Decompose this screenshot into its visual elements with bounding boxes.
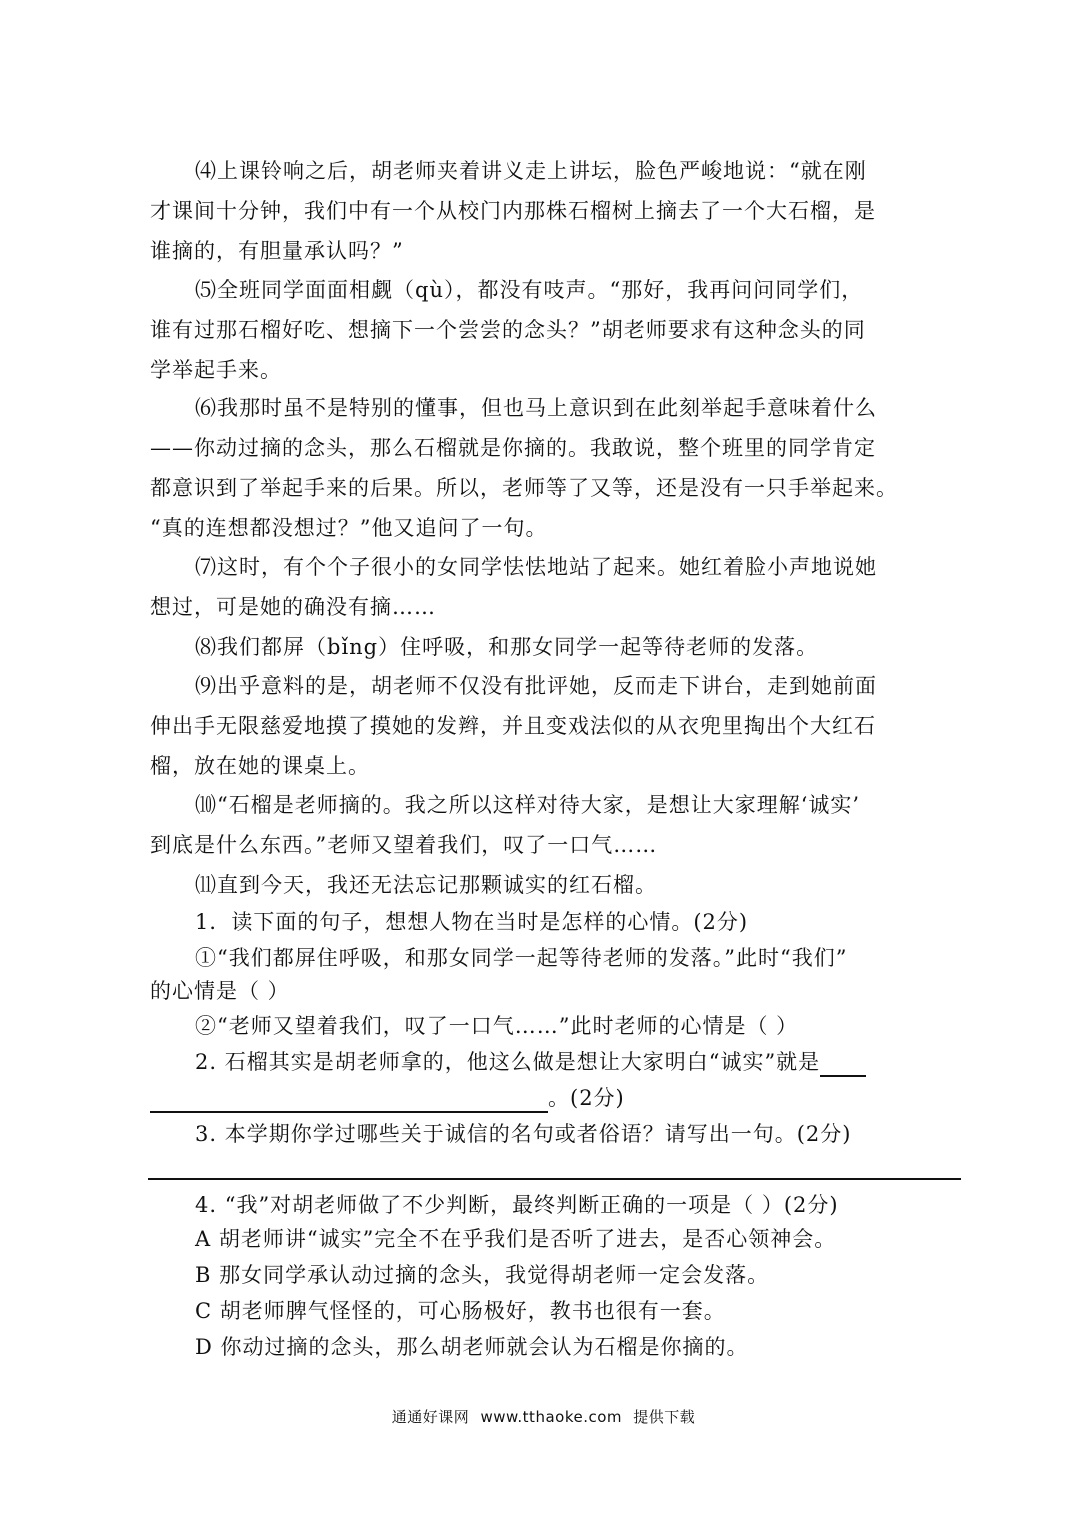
answer-line-q3[interactable] [148,1178,961,1180]
page-footer [0,1406,1087,1427]
paragraph-7-line-1: ⑺这时，有个个子很小的女同学怯怯地站了起来。她红着脸小声地说她 [195,555,877,579]
paragraph-10-line-2: 到底是什么东西。”老师又望着我们，叹了一口气…… [150,833,658,857]
question-1-item-a-line-1: ①“我们都屏住呼吸，和那女同学一起等待老师的发落。”此时“我们” [195,946,848,970]
option-c: C 胡老师脾气怪怪的，可心肠极好，教书也很有一套。 [195,1299,726,1323]
paragraph-5-line-1: ⑸全班同学面面相觑（qù），都没有吱声。“那好，我再问问同学们， [195,278,864,302]
question-2-score: 。(2分) [548,1086,625,1110]
option-d: D 你动过摘的念头，那么胡老师就会认为石榴是你摘的。 [195,1335,749,1359]
question-2-text: 2. 石榴其实是胡老师拿的，他这么做是想让大家明白“诚实”就是 [195,1050,821,1074]
paragraph-8-line-1: ⑻我们都屏（bǐng）住呼吸，和那女同学一起等待老师的发落。 [195,635,819,659]
paragraph-6-line-4: “真的连想都没想过？”他又追问了一句。 [150,516,548,540]
answer-blank-q2[interactable] [150,1089,548,1113]
question-2-line-2 [150,1083,625,1113]
question-4: 4. “我”对胡老师做了不少判断，最终判断正确的一项是（ ）(2分) [195,1193,839,1217]
question-1-item-b: ②“老师又望着我们，叹了一口气……”此时老师的心情是（ ） [195,1014,799,1038]
paragraph-6-line-1: ⑹我那时虽不是特别的懂事，但也马上意识到在此刻举起手意味着什么 [195,396,877,420]
footer-site-name: 通通好课网 [391,1408,470,1426]
question-1: 1．读下面的句子，想想人物在当时是怎样的心情。(2分) [195,910,749,934]
question-2-line-1 [195,1047,866,1077]
paragraph-7-line-2: 想过，可是她的确没有摘…… [150,595,436,619]
paragraph-4-line-3: 谁摘的，有胆量承认吗？” [150,239,404,263]
paragraph-10-line-1: ⑽“石榴是老师摘的。我之所以这样对待大家，是想让大家理解‘诚实’ [195,793,861,817]
option-a: A 胡老师讲“诚实”完全不在乎我们是否听了进去，是否心领神会。 [195,1227,837,1251]
paragraph-5-line-3: 学举起手来。 [150,358,282,382]
footer-note: 提供下载 [633,1408,696,1426]
question-3: 3. 本学期你学过哪些关于诚信的名句或者俗语？请写出一句。(2分) [195,1122,852,1146]
paragraph-9-line-1: ⑼出乎意料的是，胡老师不仅没有批评她，反而走下讲台，走到她前面 [195,674,877,698]
paragraph-5-line-2: 谁有过那石榴好吃、想摘下一个尝尝的念头？”胡老师要求有这种念头的同 [150,318,866,342]
question-1-item-a-line-2: 的心情是（ ） [150,979,290,1003]
paragraph-4-line-2: 才课间十分钟，我们中有一个从校门内那株石榴树上摘去了一个大石榴，是 [150,199,876,223]
paragraph-9-line-2: 伸出手无限慈爱地摸了摸她的发辫，并且变戏法似的从衣兜里掏出个大红石 [150,714,876,738]
footer-url: www.tthaoke.com [480,1408,623,1426]
paragraph-6-line-3: 都意识到了举起手来的后果。所以，老师等了又等，还是没有一只手举起来。 [150,476,898,500]
paragraph-4-line-1: ⑷上课铃响之后，胡老师夹着讲义走上讲坛，脸色严峻地说：“就在刚 [195,159,867,183]
paragraph-9-line-3: 榴，放在她的课桌上。 [150,754,370,778]
answer-blank-q2-start[interactable] [820,1053,866,1077]
paragraph-11-line-1: ⑾直到今天，我还无法忘记那颗诚实的红石榴。 [195,873,657,897]
option-b: B 那女同学承认动过摘的念头，我觉得胡老师一定会发落。 [195,1263,770,1287]
paragraph-6-line-2: ——你动过摘的念头，那么石榴就是你摘的。我敢说，整个班里的同学肯定 [150,436,876,460]
